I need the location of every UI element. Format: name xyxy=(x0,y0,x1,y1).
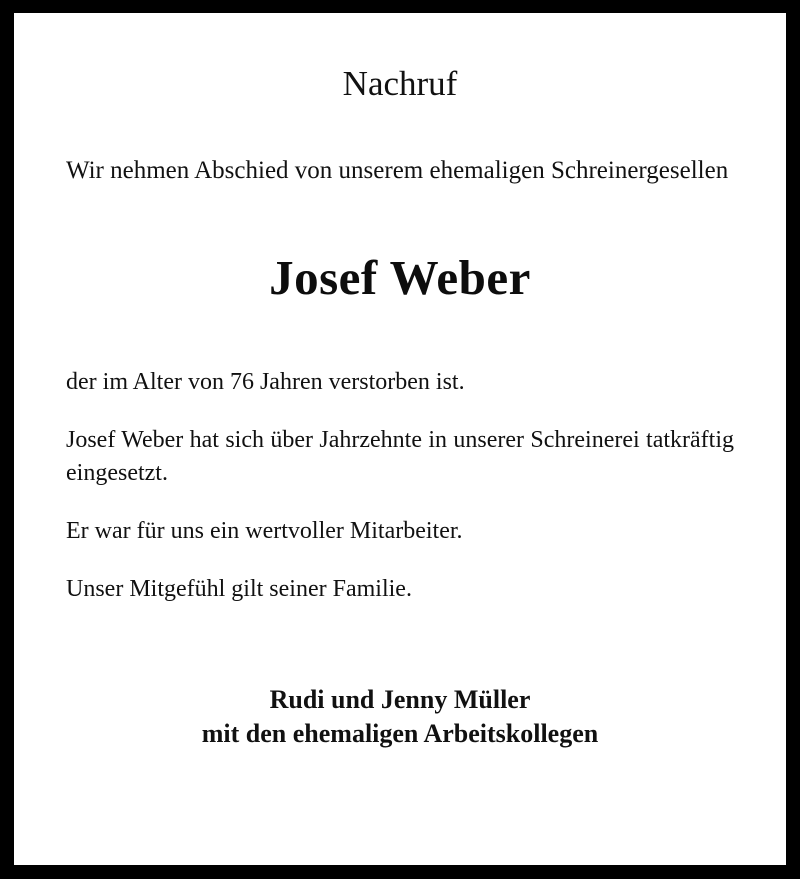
deceased-name: Josef Weber xyxy=(269,250,531,306)
intro-text: Wir nehmen Abschied von unserem ehemaligen Schreinergesellen xyxy=(66,156,729,184)
signature-block xyxy=(66,683,734,752)
body-paragraph-age: der im Alter von 76 Jahren verstorben ist. xyxy=(66,369,465,396)
page-title: Nachruf xyxy=(342,64,458,103)
body-paragraph-tribute: Er war für uns ein wertvoller Mitarbeiter. xyxy=(66,517,463,544)
signature-colleagues: mit den ehemaligen Arbeitskollegen xyxy=(201,719,599,749)
signature-names: Rudi und Jenny Müller xyxy=(269,685,531,715)
body-paragraph-condolence: Unser Mitgefühl gilt seiner Familie. xyxy=(66,575,412,602)
body-paragraph-service: Josef Weber hat sich über Jahrzehnte in unserer Schreinerei tatkräftig eingesetzt. xyxy=(66,427,734,486)
obituary-card xyxy=(14,13,786,865)
